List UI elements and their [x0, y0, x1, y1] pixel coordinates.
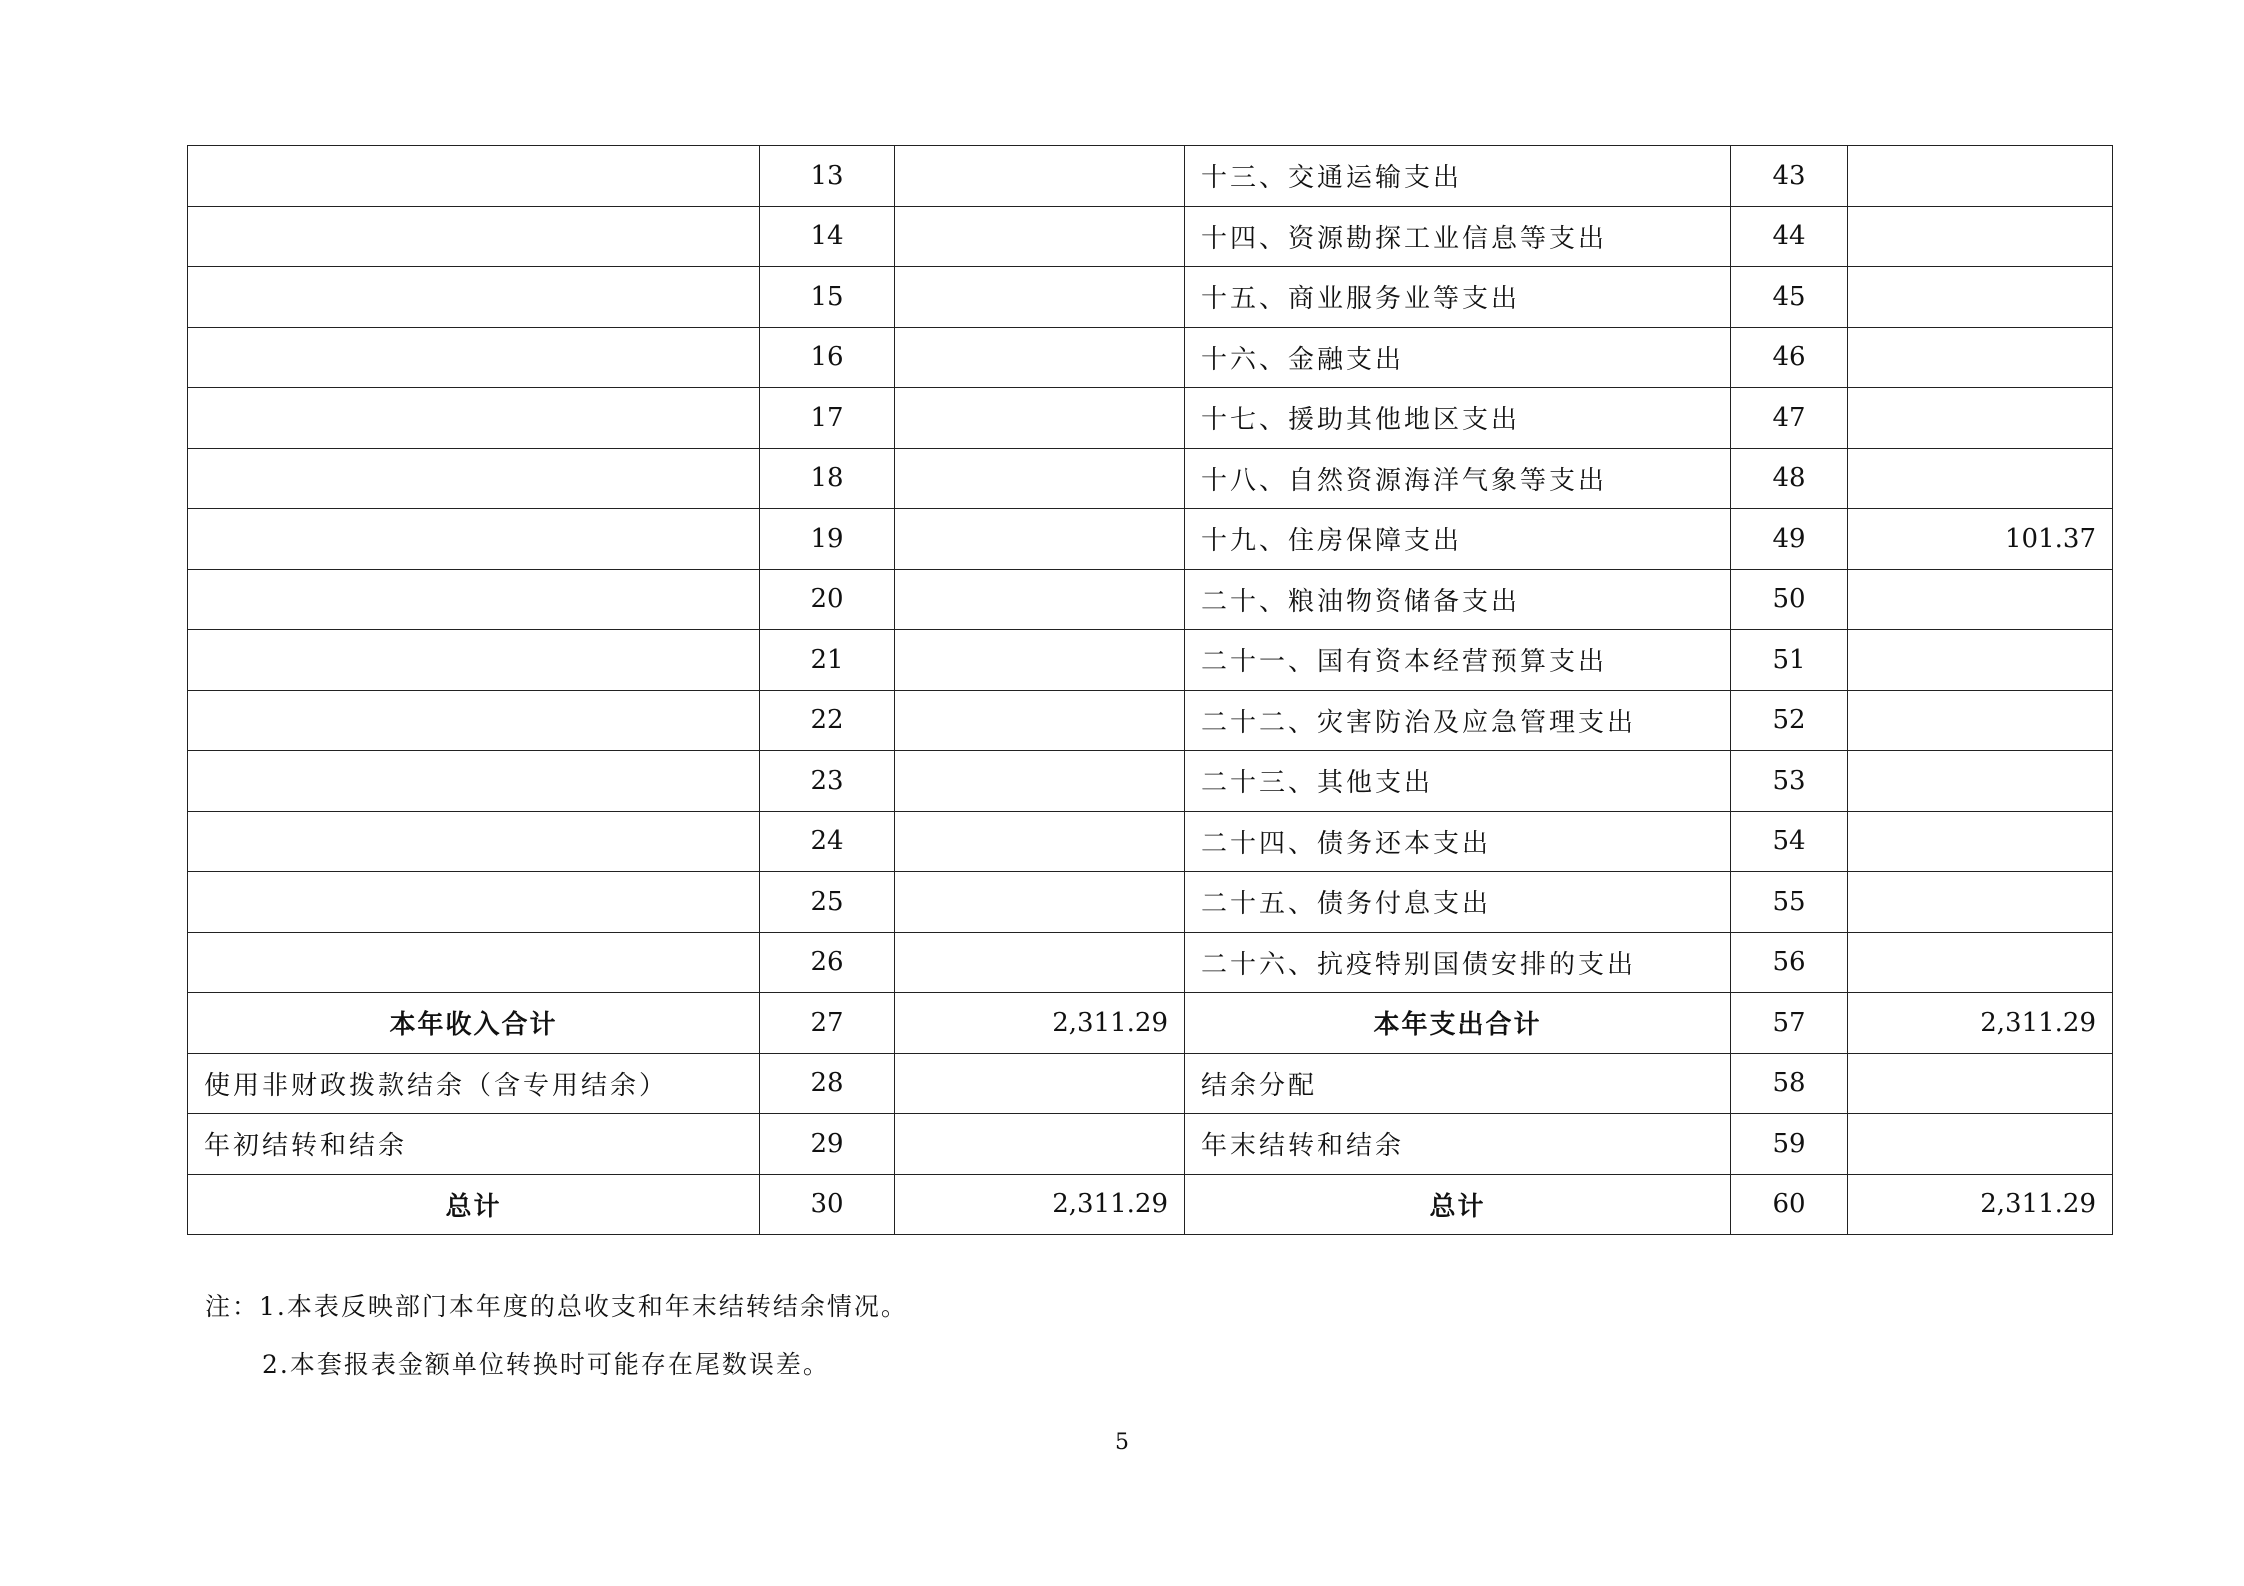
- right-amount-cell: [1848, 388, 2113, 449]
- right-amount-cell: [1848, 872, 2113, 933]
- right-amount-cell: [1848, 630, 2113, 691]
- right-row-number-cell: 50: [1731, 569, 1848, 630]
- right-item-cell: 结余分配: [1185, 1053, 1731, 1114]
- right-amount-cell: [1848, 811, 2113, 872]
- table-row: [188, 1174, 2113, 1235]
- table-row: [188, 206, 2113, 267]
- table-row: [188, 811, 2113, 872]
- left-amount-cell: [895, 569, 1185, 630]
- right-row-number-cell: 49: [1731, 509, 1848, 570]
- right-amount-cell: [1848, 448, 2113, 509]
- right-item-cell: 二十、粮油物资储备支出: [1185, 569, 1731, 630]
- left-row-number-cell: 24: [760, 811, 895, 872]
- right-row-number-cell: 53: [1731, 751, 1848, 812]
- table-row: [188, 327, 2113, 388]
- right-amount-cell: [1848, 206, 2113, 267]
- left-amount-cell: [895, 267, 1185, 328]
- table-row: [188, 872, 2113, 933]
- left-item-cell: 总计: [188, 1174, 760, 1235]
- right-row-number-cell: 46: [1731, 327, 1848, 388]
- right-item-cell: 二十五、债务付息支出: [1185, 872, 1731, 933]
- left-item-cell: [188, 448, 760, 509]
- table-row: [188, 932, 2113, 993]
- right-item-cell: 十五、商业服务业等支出: [1185, 267, 1731, 328]
- right-item-cell: 本年支出合计: [1185, 993, 1731, 1054]
- left-item-cell: [188, 811, 760, 872]
- left-item-cell: [188, 146, 760, 207]
- left-item-cell: [188, 872, 760, 933]
- table-row: [188, 630, 2113, 691]
- table-body: [188, 146, 2113, 1235]
- right-item-cell: 二十六、抗疫特别国债安排的支出: [1185, 932, 1731, 993]
- left-row-number-cell: 30: [760, 1174, 895, 1235]
- right-amount-cell: [1848, 751, 2113, 812]
- table-row: [188, 993, 2113, 1054]
- income-expenditure-table: [187, 145, 2113, 1235]
- right-amount-cell: [1848, 267, 2113, 328]
- left-row-number-cell: 25: [760, 872, 895, 933]
- right-row-number-cell: 54: [1731, 811, 1848, 872]
- right-row-number-cell: 45: [1731, 267, 1848, 328]
- left-amount-cell: [895, 751, 1185, 812]
- left-row-number-cell: 29: [760, 1114, 895, 1175]
- left-row-number-cell: 16: [760, 327, 895, 388]
- right-item-cell: 十六、金融支出: [1185, 327, 1731, 388]
- right-amount-cell: 2,311.29: [1848, 993, 2113, 1054]
- right-item-cell: 十九、住房保障支出: [1185, 509, 1731, 570]
- right-item-cell: 十三、交通运输支出: [1185, 146, 1731, 207]
- right-row-number-cell: 47: [1731, 388, 1848, 449]
- right-amount-cell: 101.37: [1848, 509, 2113, 570]
- left-amount-cell: [895, 146, 1185, 207]
- right-row-number-cell: 57: [1731, 993, 1848, 1054]
- left-item-cell: [188, 206, 760, 267]
- left-item-cell: [188, 690, 760, 751]
- right-row-number-cell: 56: [1731, 932, 1848, 993]
- left-item-cell: [188, 509, 760, 570]
- table-row: [188, 509, 2113, 570]
- table-row: [188, 388, 2113, 449]
- right-amount-cell: [1848, 1114, 2113, 1175]
- left-row-number-cell: 19: [760, 509, 895, 570]
- left-item-cell: [188, 388, 760, 449]
- left-amount-cell: [895, 327, 1185, 388]
- left-item-cell: 本年收入合计: [188, 993, 760, 1054]
- left-amount-cell: [895, 932, 1185, 993]
- note-1: 注：1.本表反映部门本年度的总收支和年末结转结余情况。: [205, 1292, 908, 1321]
- page-number: 5: [1115, 1430, 1129, 1455]
- left-row-number-cell: 20: [760, 569, 895, 630]
- left-amount-cell: [895, 690, 1185, 751]
- right-item-cell: 十八、自然资源海洋气象等支出: [1185, 448, 1731, 509]
- note-2: 2.本套报表金额单位转换时可能存在尾数误差。: [262, 1350, 830, 1379]
- left-amount-cell: [895, 388, 1185, 449]
- right-amount-cell: [1848, 932, 2113, 993]
- left-amount-cell: [895, 448, 1185, 509]
- left-item-cell: [188, 267, 760, 328]
- right-row-number-cell: 59: [1731, 1114, 1848, 1175]
- right-amount-cell: [1848, 690, 2113, 751]
- left-amount-cell: [895, 509, 1185, 570]
- left-amount-cell: 2,311.29: [895, 1174, 1185, 1235]
- right-item-cell: 十四、资源勘探工业信息等支出: [1185, 206, 1731, 267]
- right-item-cell: 二十二、灾害防治及应急管理支出: [1185, 690, 1731, 751]
- table-row: [188, 1114, 2113, 1175]
- left-item-cell: [188, 932, 760, 993]
- right-item-cell: 二十四、债务还本支出: [1185, 811, 1731, 872]
- table-row: [188, 267, 2113, 328]
- left-item-cell: [188, 569, 760, 630]
- left-row-number-cell: 14: [760, 206, 895, 267]
- left-amount-cell: 2,311.29: [895, 993, 1185, 1054]
- right-row-number-cell: 55: [1731, 872, 1848, 933]
- left-amount-cell: [895, 206, 1185, 267]
- right-row-number-cell: 60: [1731, 1174, 1848, 1235]
- left-item-cell: [188, 751, 760, 812]
- right-item-cell: 十七、援助其他地区支出: [1185, 388, 1731, 449]
- left-row-number-cell: 27: [760, 993, 895, 1054]
- right-item-cell: 二十三、其他支出: [1185, 751, 1731, 812]
- right-item-cell: 总计: [1185, 1174, 1731, 1235]
- table-row: [188, 569, 2113, 630]
- left-row-number-cell: 21: [760, 630, 895, 691]
- right-amount-cell: [1848, 569, 2113, 630]
- left-item-cell: [188, 630, 760, 691]
- right-amount-cell: 2,311.29: [1848, 1174, 2113, 1235]
- right-amount-cell: [1848, 327, 2113, 388]
- right-row-number-cell: 52: [1731, 690, 1848, 751]
- table-row: [188, 690, 2113, 751]
- right-row-number-cell: 43: [1731, 146, 1848, 207]
- table-row: [188, 146, 2113, 207]
- table-row: [188, 1053, 2113, 1114]
- left-amount-cell: [895, 872, 1185, 933]
- right-amount-cell: [1848, 146, 2113, 207]
- left-item-cell: [188, 327, 760, 388]
- left-row-number-cell: 18: [760, 448, 895, 509]
- right-item-cell: 二十一、国有资本经营预算支出: [1185, 630, 1731, 691]
- left-amount-cell: [895, 1114, 1185, 1175]
- left-row-number-cell: 26: [760, 932, 895, 993]
- left-amount-cell: [895, 1053, 1185, 1114]
- left-item-cell: 使用非财政拨款结余（含专用结余）: [188, 1053, 760, 1114]
- left-row-number-cell: 23: [760, 751, 895, 812]
- left-row-number-cell: 22: [760, 690, 895, 751]
- left-row-number-cell: 17: [760, 388, 895, 449]
- right-row-number-cell: 44: [1731, 206, 1848, 267]
- right-row-number-cell: 48: [1731, 448, 1848, 509]
- left-row-number-cell: 15: [760, 267, 895, 328]
- left-item-cell: 年初结转和结余: [188, 1114, 760, 1175]
- left-amount-cell: [895, 630, 1185, 691]
- left-row-number-cell: 13: [760, 146, 895, 207]
- right-row-number-cell: 58: [1731, 1053, 1848, 1114]
- right-amount-cell: [1848, 1053, 2113, 1114]
- left-amount-cell: [895, 811, 1185, 872]
- table-row: [188, 751, 2113, 812]
- right-item-cell: 年末结转和结余: [1185, 1114, 1731, 1175]
- left-row-number-cell: 28: [760, 1053, 895, 1114]
- table-row: [188, 448, 2113, 509]
- right-row-number-cell: 51: [1731, 630, 1848, 691]
